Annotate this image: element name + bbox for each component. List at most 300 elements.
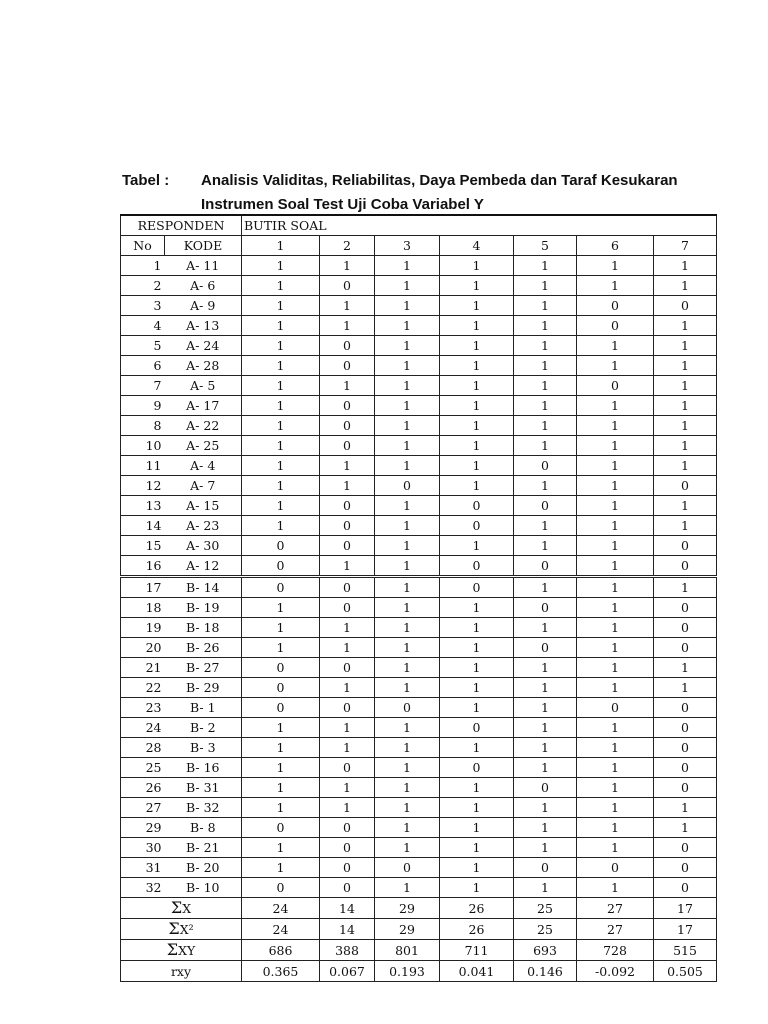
score-cell: 1 (577, 878, 654, 898)
row-kode: A- 11 (165, 256, 242, 276)
score-cell: 1 (375, 316, 440, 336)
score-cell: 1 (514, 698, 577, 718)
score-cell: 1 (375, 718, 440, 738)
score-cell: 0 (242, 818, 320, 838)
summary-value: 0.193 (375, 961, 440, 982)
summary-value: 29 (375, 919, 440, 940)
score-cell: 1 (440, 316, 514, 336)
score-cell: 1 (375, 396, 440, 416)
score-cell: 0 (320, 658, 375, 678)
score-cell: 0 (514, 778, 577, 798)
summary-value: 801 (375, 940, 440, 961)
item-header: 5 (514, 236, 577, 256)
score-cell: 1 (654, 356, 717, 376)
score-cell: 1 (375, 436, 440, 456)
summary-value: 17 (654, 919, 717, 940)
score-cell: 1 (242, 858, 320, 878)
score-cell: 1 (242, 598, 320, 618)
score-cell: 1 (242, 316, 320, 336)
score-cell: 1 (242, 618, 320, 638)
score-cell: 1 (320, 376, 375, 396)
score-cell: 1 (320, 316, 375, 336)
score-cell: 1 (242, 496, 320, 516)
score-cell: 0 (654, 556, 717, 577)
score-cell: 1 (514, 296, 577, 316)
table-row (121, 577, 717, 598)
summary-value: 29 (375, 898, 440, 919)
kode-header: KODE (165, 236, 242, 256)
header-row-1 (121, 215, 717, 236)
table-row (121, 598, 717, 618)
score-cell: 0 (577, 376, 654, 396)
summary-label-text: XY (178, 943, 196, 958)
table-row (121, 758, 717, 778)
summary-value: 0.365 (242, 961, 320, 982)
summary-label (121, 898, 242, 919)
row-number: 14 (121, 516, 165, 536)
score-cell: 1 (242, 718, 320, 738)
score-cell: 1 (242, 738, 320, 758)
summary-value: 711 (440, 940, 514, 961)
score-cell: 0 (320, 336, 375, 356)
summary-label-text: X² (179, 922, 194, 937)
score-cell: 0 (654, 858, 717, 878)
score-cell: 1 (320, 778, 375, 798)
score-cell: 1 (514, 356, 577, 376)
score-cell: 1 (654, 316, 717, 336)
score-cell: 1 (375, 798, 440, 818)
score-cell: 1 (654, 256, 717, 276)
row-number: 9 (121, 396, 165, 416)
table-row (121, 336, 717, 356)
item-header: 7 (654, 236, 717, 256)
row-kode: B- 26 (165, 638, 242, 658)
table-row (121, 416, 717, 436)
summary-value: 27 (577, 919, 654, 940)
score-cell: 1 (375, 818, 440, 838)
row-kode: A- 24 (165, 336, 242, 356)
score-cell: 0 (577, 858, 654, 878)
sigma-symbol: Σ (168, 919, 180, 938)
score-cell: 0 (320, 396, 375, 416)
score-cell: 1 (514, 376, 577, 396)
score-cell: 1 (320, 618, 375, 638)
score-cell: 1 (654, 456, 717, 476)
table-row (121, 516, 717, 536)
score-cell: 1 (577, 336, 654, 356)
score-cell: 0 (320, 577, 375, 598)
table-row (121, 496, 717, 516)
row-kode: A- 13 (165, 316, 242, 336)
row-kode: A- 6 (165, 276, 242, 296)
row-kode: B- 2 (165, 718, 242, 738)
row-number: 15 (121, 536, 165, 556)
score-cell: 1 (320, 456, 375, 476)
score-cell: 1 (320, 738, 375, 758)
score-cell: 0 (514, 556, 577, 577)
item-header: 2 (320, 236, 375, 256)
butir-soal-header: BUTIR SOAL (242, 215, 717, 236)
sigma-symbol: Σ (166, 940, 179, 959)
score-cell: 0 (320, 356, 375, 376)
table-row (121, 256, 717, 276)
summary-value: 14 (320, 898, 375, 919)
row-kode: A- 23 (165, 516, 242, 536)
row-number: 5 (121, 336, 165, 356)
score-cell: 1 (514, 476, 577, 496)
table-row (121, 638, 717, 658)
row-number: 3 (121, 296, 165, 316)
score-cell: 1 (375, 416, 440, 436)
score-cell: 1 (514, 738, 577, 758)
row-number: 27 (121, 798, 165, 818)
score-cell: 1 (320, 718, 375, 738)
row-number: 29 (121, 818, 165, 838)
summary-row (121, 898, 717, 919)
score-cell: 0 (654, 638, 717, 658)
row-kode: B- 32 (165, 798, 242, 818)
score-cell: 0 (242, 556, 320, 577)
row-kode: A- 12 (165, 556, 242, 577)
score-cell: 0 (320, 598, 375, 618)
score-cell: 1 (320, 556, 375, 577)
score-cell: 1 (654, 818, 717, 838)
summary-value: 25 (514, 919, 577, 940)
score-cell: 1 (514, 798, 577, 818)
score-cell: 0 (242, 678, 320, 698)
score-cell: 1 (320, 296, 375, 316)
table-row (121, 536, 717, 556)
score-cell: 1 (375, 256, 440, 276)
summary-value: 0.146 (514, 961, 577, 982)
score-cell: 1 (514, 577, 577, 598)
table-row (121, 556, 717, 577)
score-cell: 1 (320, 638, 375, 658)
score-cell: 1 (440, 838, 514, 858)
row-number: 28 (121, 738, 165, 758)
row-kode: B- 18 (165, 618, 242, 638)
table-row (121, 396, 717, 416)
score-cell: 1 (577, 618, 654, 638)
score-cell: 1 (440, 336, 514, 356)
row-kode: B- 14 (165, 577, 242, 598)
score-cell: 1 (375, 598, 440, 618)
row-kode: B- 10 (165, 878, 242, 898)
row-number: 7 (121, 376, 165, 396)
summary-label (121, 940, 242, 961)
row-number: 25 (121, 758, 165, 778)
row-number: 32 (121, 878, 165, 898)
score-cell: 1 (654, 396, 717, 416)
table-row (121, 376, 717, 396)
score-cell: 1 (654, 336, 717, 356)
score-cell: 0 (654, 878, 717, 898)
table-row (121, 878, 717, 898)
summary-row (121, 940, 717, 961)
row-number: 21 (121, 658, 165, 678)
score-cell: 1 (440, 738, 514, 758)
table-row (121, 658, 717, 678)
score-cell: 1 (514, 758, 577, 778)
row-kode: A- 7 (165, 476, 242, 496)
score-cell: 0 (654, 758, 717, 778)
score-cell: 0 (440, 556, 514, 577)
table-row (121, 456, 717, 476)
score-cell: 1 (242, 516, 320, 536)
score-cell: 1 (577, 598, 654, 618)
row-kode: B- 29 (165, 678, 242, 698)
row-number: 20 (121, 638, 165, 658)
row-number: 30 (121, 838, 165, 858)
table-row (121, 798, 717, 818)
score-cell: 1 (440, 256, 514, 276)
score-cell: 1 (242, 778, 320, 798)
score-cell: 0 (320, 416, 375, 436)
score-cell: 1 (440, 698, 514, 718)
score-cell: 1 (577, 396, 654, 416)
score-cell: 1 (514, 878, 577, 898)
table-row (121, 738, 717, 758)
row-kode: A- 5 (165, 376, 242, 396)
score-cell: 1 (375, 456, 440, 476)
score-cell: 0 (242, 878, 320, 898)
score-cell: 1 (654, 577, 717, 598)
score-cell: 1 (577, 456, 654, 476)
header-row-2 (121, 236, 717, 256)
score-cell: 1 (375, 778, 440, 798)
summary-value: 24 (242, 919, 320, 940)
score-cell: 1 (514, 818, 577, 838)
item-header: 4 (440, 236, 514, 256)
table-row (121, 296, 717, 316)
score-cell: 0 (320, 758, 375, 778)
table-row (121, 698, 717, 718)
score-cell: 0 (654, 778, 717, 798)
row-kode: A- 30 (165, 536, 242, 556)
table-row (121, 356, 717, 376)
score-cell: 1 (375, 678, 440, 698)
score-cell: 1 (514, 536, 577, 556)
table-row (121, 718, 717, 738)
score-cell: 1 (577, 798, 654, 818)
score-cell: 1 (577, 436, 654, 456)
row-kode: B- 31 (165, 778, 242, 798)
score-cell: 1 (577, 778, 654, 798)
score-cell: 0 (375, 476, 440, 496)
score-cell: 1 (654, 798, 717, 818)
row-number: 10 (121, 436, 165, 456)
score-cell: 1 (577, 758, 654, 778)
row-number: 4 (121, 316, 165, 336)
score-cell: 0 (654, 476, 717, 496)
score-cell: 1 (654, 376, 717, 396)
score-cell: 0 (514, 598, 577, 618)
row-kode: B- 19 (165, 598, 242, 618)
score-cell: 1 (577, 838, 654, 858)
summary-value: 515 (654, 940, 717, 961)
score-cell: 0 (654, 536, 717, 556)
score-cell: 0 (514, 496, 577, 516)
score-cell: 1 (375, 618, 440, 638)
summary-value: 27 (577, 898, 654, 919)
score-cell: 1 (440, 798, 514, 818)
item-header: 1 (242, 236, 320, 256)
score-cell: 1 (654, 276, 717, 296)
score-cell: 1 (375, 638, 440, 658)
summary-value: 17 (654, 898, 717, 919)
score-cell: 1 (375, 536, 440, 556)
summary-value: 0.067 (320, 961, 375, 982)
score-cell: 0 (654, 598, 717, 618)
score-cell: 0 (577, 296, 654, 316)
score-cell: 1 (440, 416, 514, 436)
score-cell: 1 (440, 456, 514, 476)
score-cell: 1 (242, 276, 320, 296)
score-cell: 1 (514, 256, 577, 276)
table-row (121, 678, 717, 698)
score-cell: 1 (514, 678, 577, 698)
score-cell: 1 (320, 476, 375, 496)
score-cell: 1 (375, 376, 440, 396)
score-cell: 1 (514, 436, 577, 456)
score-cell: 1 (440, 376, 514, 396)
score-cell: 1 (654, 658, 717, 678)
summary-row (121, 961, 717, 982)
score-cell: 1 (440, 878, 514, 898)
table-row (121, 618, 717, 638)
score-cell: 1 (577, 416, 654, 436)
row-number: 8 (121, 416, 165, 436)
score-cell: 0 (320, 516, 375, 536)
score-cell: 0 (654, 838, 717, 858)
score-cell: 0 (654, 718, 717, 738)
score-cell: 1 (242, 476, 320, 496)
summary-label (121, 961, 242, 982)
score-cell: 1 (320, 256, 375, 276)
score-cell: 1 (440, 296, 514, 316)
row-kode: B- 8 (165, 818, 242, 838)
score-cell: 1 (242, 638, 320, 658)
row-number: 1 (121, 256, 165, 276)
score-cell: 1 (577, 476, 654, 496)
score-cell: 0 (577, 316, 654, 336)
row-kode: B- 21 (165, 838, 242, 858)
score-cell: 1 (375, 276, 440, 296)
score-cell: 1 (654, 516, 717, 536)
score-cell: 1 (654, 678, 717, 698)
score-cell: 1 (440, 276, 514, 296)
summary-value: 24 (242, 898, 320, 919)
row-number: 13 (121, 496, 165, 516)
score-cell: 0 (654, 618, 717, 638)
summary-value: 693 (514, 940, 577, 961)
score-cell: 1 (242, 798, 320, 818)
score-cell: 1 (242, 416, 320, 436)
table-row (121, 476, 717, 496)
score-cell: 1 (577, 536, 654, 556)
summary-value: 388 (320, 940, 375, 961)
score-cell: 1 (242, 396, 320, 416)
score-cell: 1 (320, 798, 375, 818)
score-cell: 1 (577, 577, 654, 598)
analysis-table (120, 214, 717, 982)
score-cell: 1 (654, 416, 717, 436)
summary-value: 25 (514, 898, 577, 919)
score-cell: 0 (654, 738, 717, 758)
score-cell: 1 (440, 858, 514, 878)
score-cell: 0 (654, 296, 717, 316)
score-cell: 1 (242, 436, 320, 456)
score-cell: 1 (577, 738, 654, 758)
summary-value: 26 (440, 919, 514, 940)
score-cell: 1 (514, 838, 577, 858)
score-cell: 1 (375, 838, 440, 858)
row-kode: A- 22 (165, 416, 242, 436)
score-cell: 1 (577, 718, 654, 738)
score-cell: 1 (440, 678, 514, 698)
score-cell: 0 (440, 758, 514, 778)
score-cell: 0 (514, 858, 577, 878)
score-cell: 1 (375, 296, 440, 316)
table-row (121, 838, 717, 858)
score-cell: 1 (577, 356, 654, 376)
table-row (121, 316, 717, 336)
score-cell: 0 (375, 698, 440, 718)
row-number: 18 (121, 598, 165, 618)
score-cell: 0 (320, 838, 375, 858)
score-cell: 1 (242, 758, 320, 778)
row-kode: B- 16 (165, 758, 242, 778)
score-cell: 1 (440, 356, 514, 376)
score-cell: 1 (242, 456, 320, 476)
score-cell: 1 (375, 758, 440, 778)
score-cell: 0 (320, 698, 375, 718)
score-cell: 1 (375, 336, 440, 356)
score-cell: 0 (320, 536, 375, 556)
score-cell: 1 (375, 556, 440, 577)
row-kode: B- 3 (165, 738, 242, 758)
score-cell: 1 (375, 577, 440, 598)
summary-value: 728 (577, 940, 654, 961)
summary-label (121, 919, 242, 940)
score-cell: 1 (440, 396, 514, 416)
score-cell: 1 (242, 296, 320, 316)
score-cell: 0 (242, 658, 320, 678)
score-cell: 0 (320, 276, 375, 296)
score-cell: 0 (242, 577, 320, 598)
item-header: 3 (375, 236, 440, 256)
row-number: 12 (121, 476, 165, 496)
score-cell: 1 (440, 536, 514, 556)
responden-header: RESPONDEN (121, 215, 242, 236)
score-cell: 1 (375, 658, 440, 678)
sigma-symbol: Σ (170, 898, 183, 917)
score-cell: 1 (654, 436, 717, 456)
row-number: 22 (121, 678, 165, 698)
row-number: 17 (121, 577, 165, 598)
score-cell: 1 (440, 476, 514, 496)
score-cell: 1 (375, 878, 440, 898)
score-cell: 1 (242, 336, 320, 356)
score-cell: 1 (514, 316, 577, 336)
score-cell: 1 (577, 818, 654, 838)
row-number: 24 (121, 718, 165, 738)
score-cell: 1 (440, 436, 514, 456)
score-cell: 1 (440, 658, 514, 678)
table-row (121, 818, 717, 838)
score-cell: 1 (375, 496, 440, 516)
score-cell: 1 (514, 396, 577, 416)
